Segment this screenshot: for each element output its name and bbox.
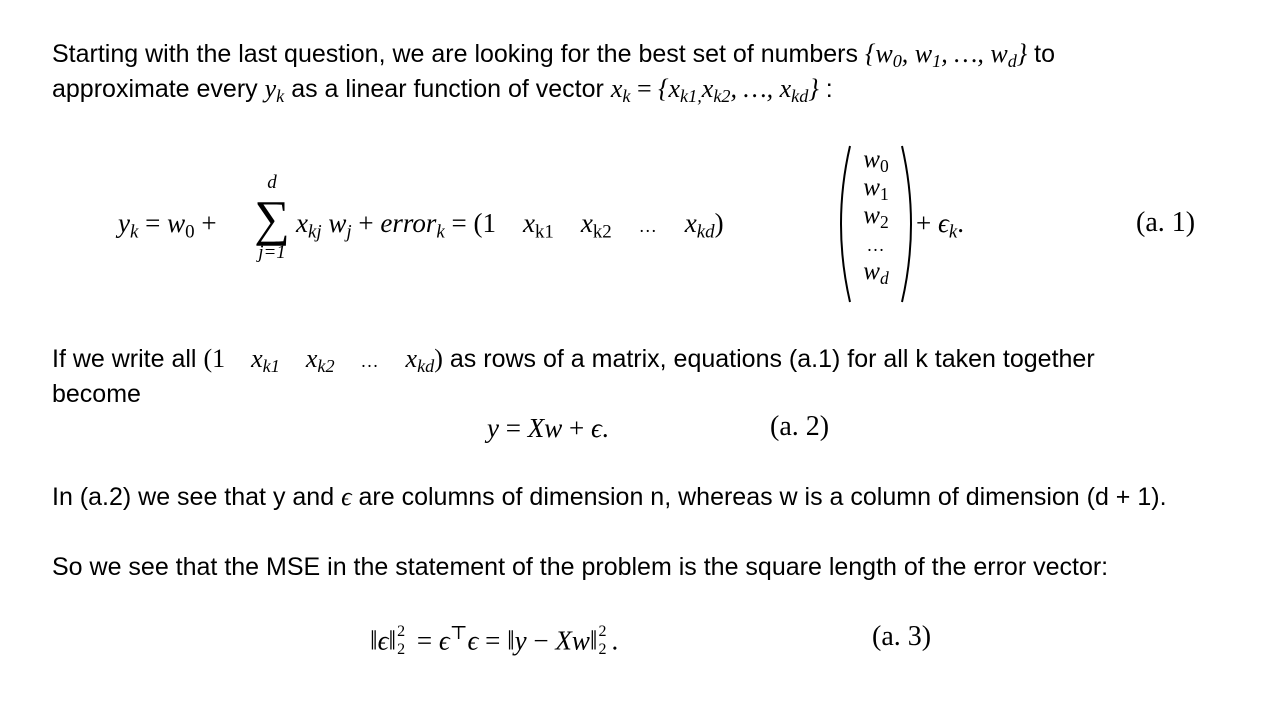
text-run: If we write all xyxy=(52,345,197,373)
summation xyxy=(250,173,294,263)
sum-upper-limit: d xyxy=(267,172,277,193)
text-run: are columns of dimension n, whereas w is a column of dimension (d + 1). xyxy=(358,483,1167,511)
vector-entry-w1: $w_1$ xyxy=(863,174,889,204)
text-run: : xyxy=(825,75,833,103)
equation-a3-label: (a. 3) xyxy=(872,621,932,652)
text-run: Starting with the last question, we are looking for the best set of numbers xyxy=(52,40,858,68)
vector-entry-dots: … xyxy=(866,235,886,255)
error-word: error xyxy=(380,208,437,238)
paragraph-2-line-2: become xyxy=(52,380,141,408)
text-run: as rows of a matrix, equations (a.1) for all k taken together xyxy=(449,345,1095,373)
paragraph-1-line-2 xyxy=(52,71,833,114)
sum-lower-limit: j=1 xyxy=(258,242,286,263)
paragraph-3 xyxy=(52,479,1167,515)
math-yk: $y_k$ xyxy=(264,74,285,107)
text-run: as a linear function of vector xyxy=(291,75,604,103)
math-xk-vector: $x_k = \{x_{k1,}x_{k2}$, …, $x_{kd}$} xyxy=(610,74,819,107)
text-run: In (a.2) we see that y and xyxy=(52,483,335,511)
text-run: to xyxy=(1034,40,1056,68)
paragraph-2-line-1 xyxy=(52,341,1095,384)
vector-entry-w0: $w_0$ xyxy=(863,146,889,176)
equation-a1-middle: $x_{kj}$ $w_j$ + error$_k$ = (1 $x_{k1}$ $x_{k2}$ … $x_{kd}$) xyxy=(296,208,724,243)
equation-a2-label: (a. 2) xyxy=(770,411,830,442)
math-epsilon: ϵ xyxy=(341,482,352,511)
math-row-vector: (1 $x_{k1}$ $x_{k2}$ … $x_{kd}$) xyxy=(203,344,443,377)
equation-a1-label: (a. 1) xyxy=(1136,207,1196,238)
equation-a1-right: + $\epsilon_k$. xyxy=(916,208,965,243)
vector-w xyxy=(846,146,906,286)
text-run: approximate every xyxy=(52,75,258,103)
math-weight-set: {$w_0$, $w_1$, …, $w_d$} xyxy=(864,39,1028,72)
sigma-symbol: ∑ xyxy=(254,190,290,246)
equation-a1-left: $y_k = w_0$ + xyxy=(118,208,217,243)
equation-a2: y = Xw + ϵ. xyxy=(487,413,609,443)
equation-a3: ‖ϵ‖ 2 2 = ϵ⊤ϵ = ‖y − Xw‖ 2 2 . xyxy=(370,623,619,659)
paragraph-4: So we see that the MSE in the statement of the problem is the square length of the error vector: xyxy=(52,553,1109,581)
vector-entry-w2: $w_2$ xyxy=(863,202,889,232)
vector-entry-wd: $w_d$ xyxy=(863,258,889,288)
